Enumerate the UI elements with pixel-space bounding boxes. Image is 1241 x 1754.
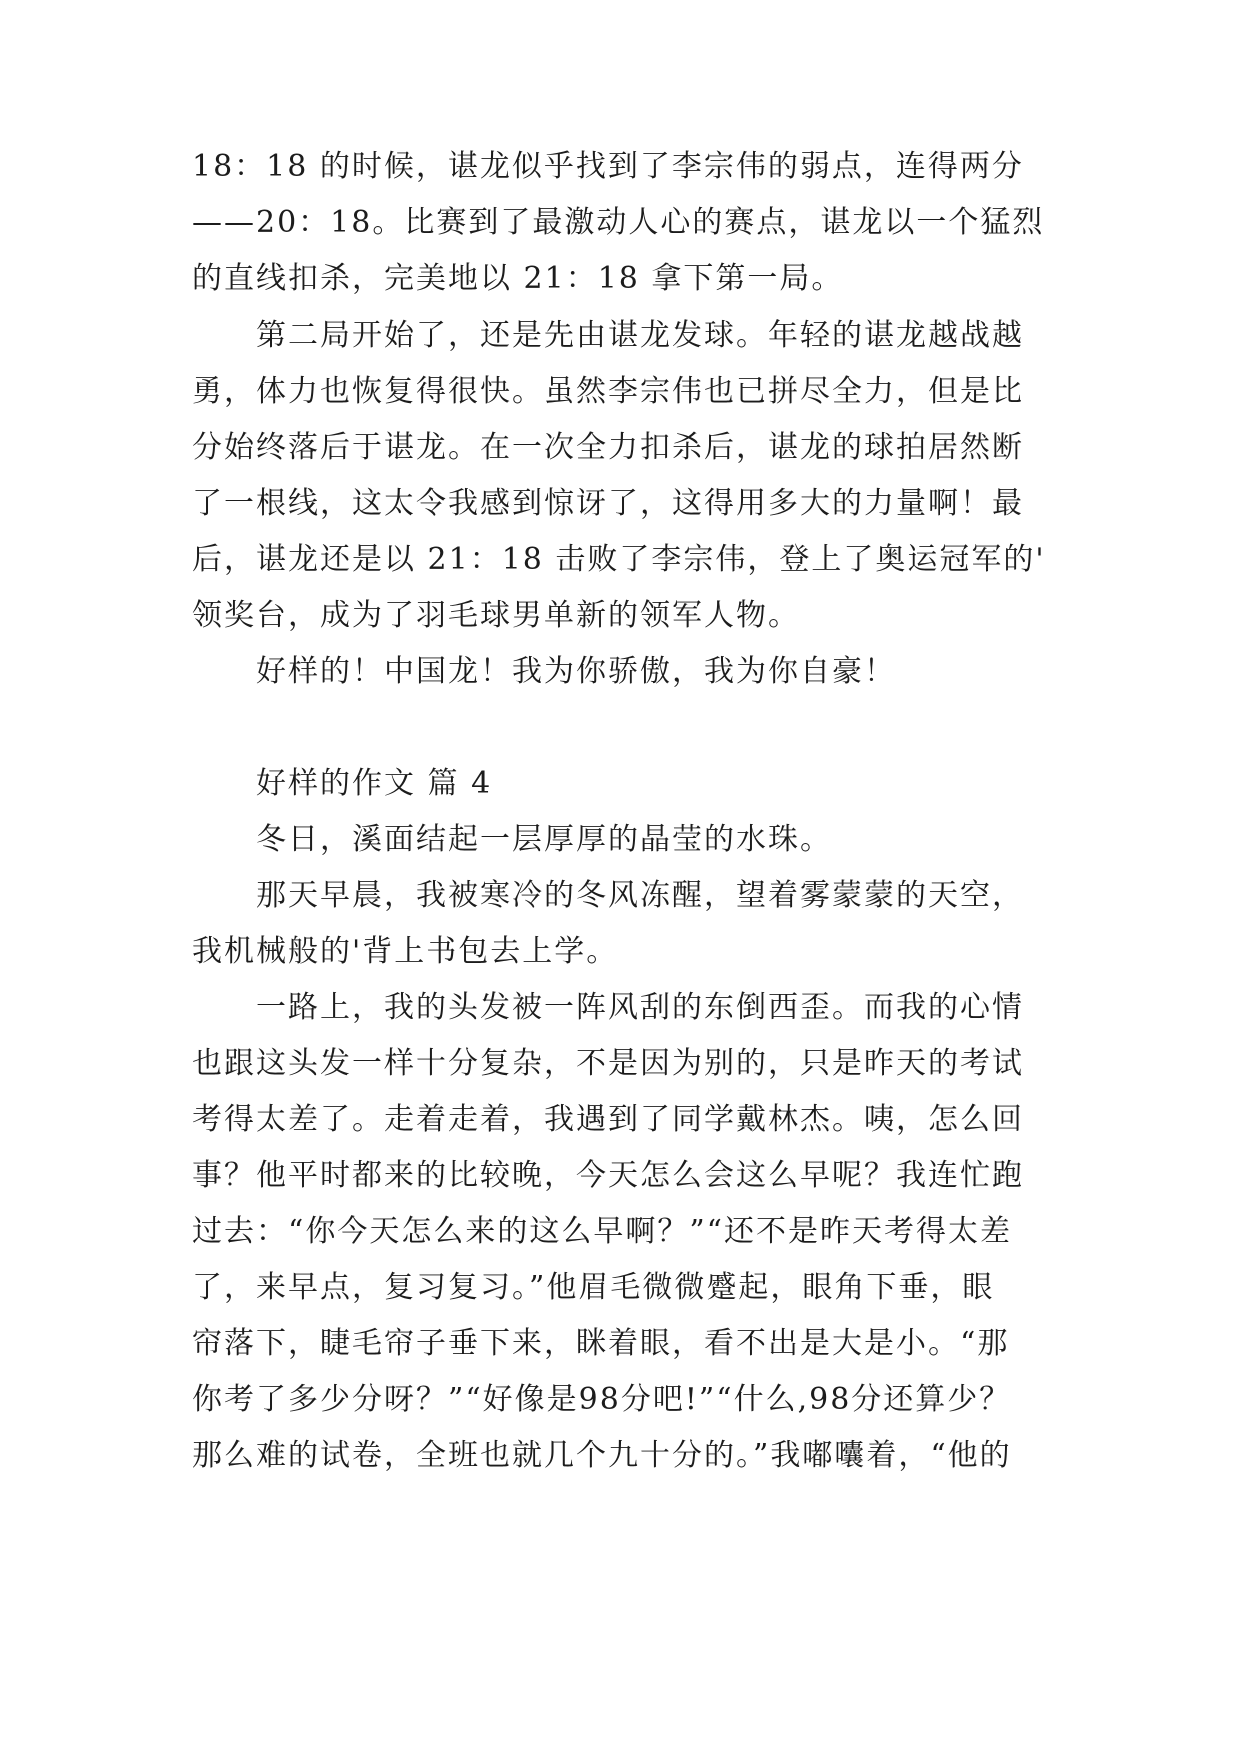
text-line: 帘落下，睫毛帘子垂下来，眯着眼，看不出是大是小。“那: [192, 1326, 1010, 1361]
paragraph-first-line: 第二局开始了，还是先由谌龙发球。年轻的谌龙越战越: [256, 318, 1024, 353]
text-line: 的直线扣杀，完美地以 21：18 拿下第一局。: [192, 261, 844, 296]
text-line: 领奖台，成为了羽毛球男单新的领军人物。: [192, 598, 800, 633]
text-line: 后，谌龙还是以 21：18 击败了李宗伟，登上了奥运冠军的': [192, 542, 1046, 577]
paragraph-first-line: 冬日，溪面结起一层厚厚的晶莹的水珠。: [256, 822, 832, 857]
text-line: 也跟这头发一样十分复杂，不是因为别的，只是昨天的考试: [192, 1046, 1024, 1081]
text-line: 那么难的试卷，全班也就几个九十分的。”我嘟囔着，“他的: [192, 1438, 1012, 1473]
text-line: 分始终落后于谌龙。在一次全力扣杀后，谌龙的球拍居然断: [192, 430, 1024, 465]
paragraph-first-line: 一路上，我的头发被一阵风刮的东倒西歪。而我的心情: [256, 990, 1024, 1025]
section-heading: 好样的作文 篇 4: [256, 766, 493, 801]
paragraph-first-line: 那天早晨，我被寒冷的冬风冻醒，望着雾蒙蒙的天空，: [256, 878, 1024, 913]
text-line: 勇，体力也恢复得很快。虽然李宗伟也已拼尽全力，但是比: [192, 374, 1024, 409]
text-line: 18：18 的时候，谌龙似乎找到了李宗伟的弱点，连得两分: [192, 149, 1024, 184]
text-line: 你考了多少分呀？”“好像是98分吧!”“什么,98分还算少？: [192, 1382, 1012, 1417]
text-line: 考得太差了。走着走着，我遇到了同学戴林杰。咦，怎么回: [192, 1102, 1024, 1137]
text-line: 我机械般的'背上书包去上学。: [192, 934, 619, 969]
text-line: 了，来早点，复习复习。”他眉毛微微蹙起，眼角下垂，眼: [192, 1270, 995, 1305]
text-line: 过去：“你今天怎么来的这么早啊？”“还不是昨天考得太差: [192, 1214, 1013, 1249]
text-line: 事？他平时都来的比较晚，今天怎么会这么早呢？我连忙跑: [192, 1158, 1024, 1193]
paragraph-first-line: 好样的！中国龙！我为你骄傲，我为你自豪！: [256, 654, 896, 689]
text-line: 了一根线，这太令我感到惊讶了，这得用多大的力量啊！最: [192, 486, 1024, 521]
text-line: ——20：18。比赛到了最激动人心的赛点，谌龙以一个猛烈: [192, 205, 1045, 240]
